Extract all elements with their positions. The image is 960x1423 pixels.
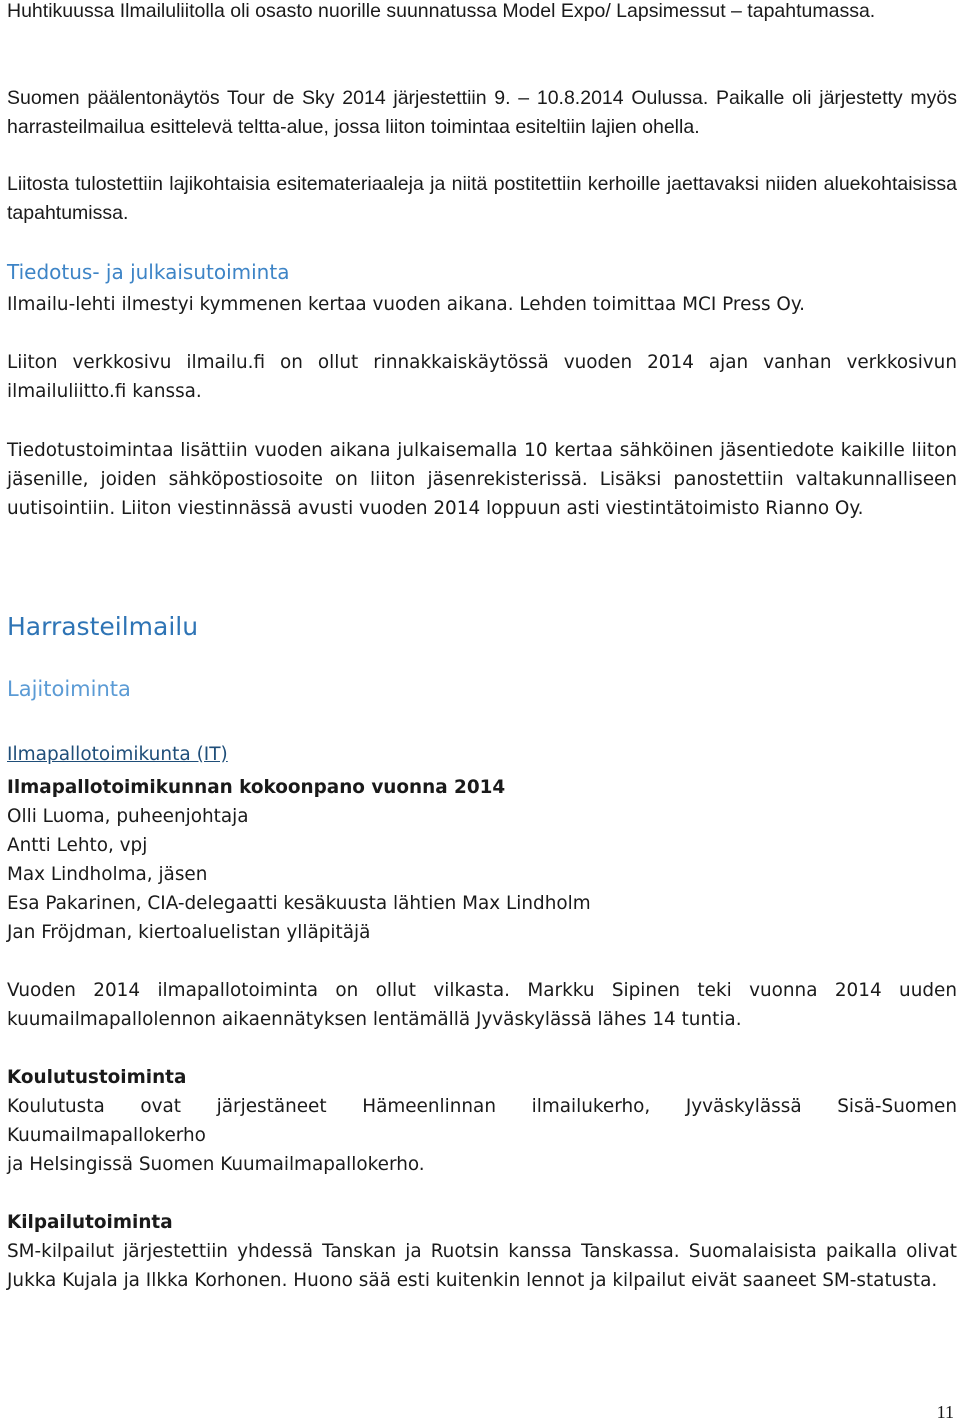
paragraph-verkkosivu: Liiton verkkosivu ilmailu.fi on ollut rinnakkaiskäytössä vuoden 2014 ajan vanhan verkkosivun ilmailuliitto.fi kanssa. [7,352,957,402]
page-number: 11 [936,1402,954,1422]
committee-member: Antti Lehto, vpj [7,835,148,856]
kilpailu-section [7,1208,957,1295]
koulutus-section [7,1063,957,1179]
committee-member: Max Lindholma, jäsen [7,864,208,885]
committee-member: Esa Pakarinen, CIA-delegaatti kesäkuusta lähtien Max Lindholm [7,893,591,914]
paragraph-ilmailu-lehti: Ilmailu-lehti ilmestyi kymmenen kertaa vuoden aikana. Lehden toimittaa MCI Press Oy. [7,294,805,315]
heading-lajitoiminta: Lajitoiminta [7,677,131,701]
koulutus-line-3: ja Helsingissä Suomen Kuumailmapallokerho. [7,1154,425,1175]
kilpailu-title: Kilpailutoiminta [7,1212,173,1233]
koulutus-line-2: Kuumailmapallokerho [7,1125,206,1146]
heading-tiedotus: Tiedotus- ja julkaisutoiminta [7,260,290,284]
committee-member: Olli Luoma, puheenjohtaja [7,806,249,827]
paragraph-esitemateriaalit: Liitosta tulostettiin lajikohtaisia esitemateriaaleja ja niitä postitettiin kerhoille jaettavaksi niiden aluekohtaisissa tapahtumissa. [7,173,957,224]
koulutus-line-1: Koulutusta ovat järjestäneet Hämeenlinnan ilmailukerho, Jyväskylässä Sisä-Suomen [7,1096,957,1117]
koulutus-title: Koulutustoiminta [7,1067,187,1088]
paragraph-tiedotustoiminta: Tiedotustoimintaa lisättiin vuoden aikana julkaisemalla 10 kertaa sähköinen jäsentiedote kaikille liiton jäsenille, joiden sähköpostiosoite on liiton jäsenrekisterissä. Lisäksi panostettiin valtakunnalliseen uutisointiin. Liiton viestinnässä avusti vuoden 2014 loppuun asti viestintätoimisto Rianno Oy. [7,440,957,519]
paragraph-model-expo: Huhtikuussa Ilmailuliitolla oli osasto nuorille suunnatussa Model Expo/ Lapsimessut – tapahtumassa. [7,0,876,22]
committee-block [7,773,957,947]
heading-harrasteilmailu: Harrasteilmailu [7,612,199,641]
heading-ilmapallotoimikunta: Ilmapallotoimikunta (IT) [7,744,228,765]
committee-member: Jan Fröjdman, kiertoaluelistan ylläpitäjä [7,922,371,943]
kilpailu-text: SM-kilpailut järjestettiin yhdessä Tanskan ja Ruotsin kanssa Tanskassa. Suomalaisista paikalla olivat Jukka Kujala ja Ilkka Korhonen. Huono sää esti kuitenkin lennot ja kilpailut eivät saaneet SM-statusta. [7,1241,957,1291]
paragraph-tour-de-sky: Suomen päälentonäytös Tour de Sky 2014 järjestettiin 9. – 10.8.2014 Oulussa. Paikalle oli järjestetty myös harrasteilmailua esittelevä teltta-alue, jossa liiton toimintaa esiteltiin lajien ohella. [7,87,957,138]
committee-title: Ilmapallotoimikunnan kokoonpano vuonna 2014 [7,777,506,798]
paragraph-ilmapallotoiminta: Vuoden 2014 ilmapallotoiminta on ollut vilkasta. Markku Sipinen teki vuonna 2014 uuden kuumailmapallolennon aikaennätyksen lentämällä Jyväskylässä lähes 14 tuntia. [7,980,957,1030]
